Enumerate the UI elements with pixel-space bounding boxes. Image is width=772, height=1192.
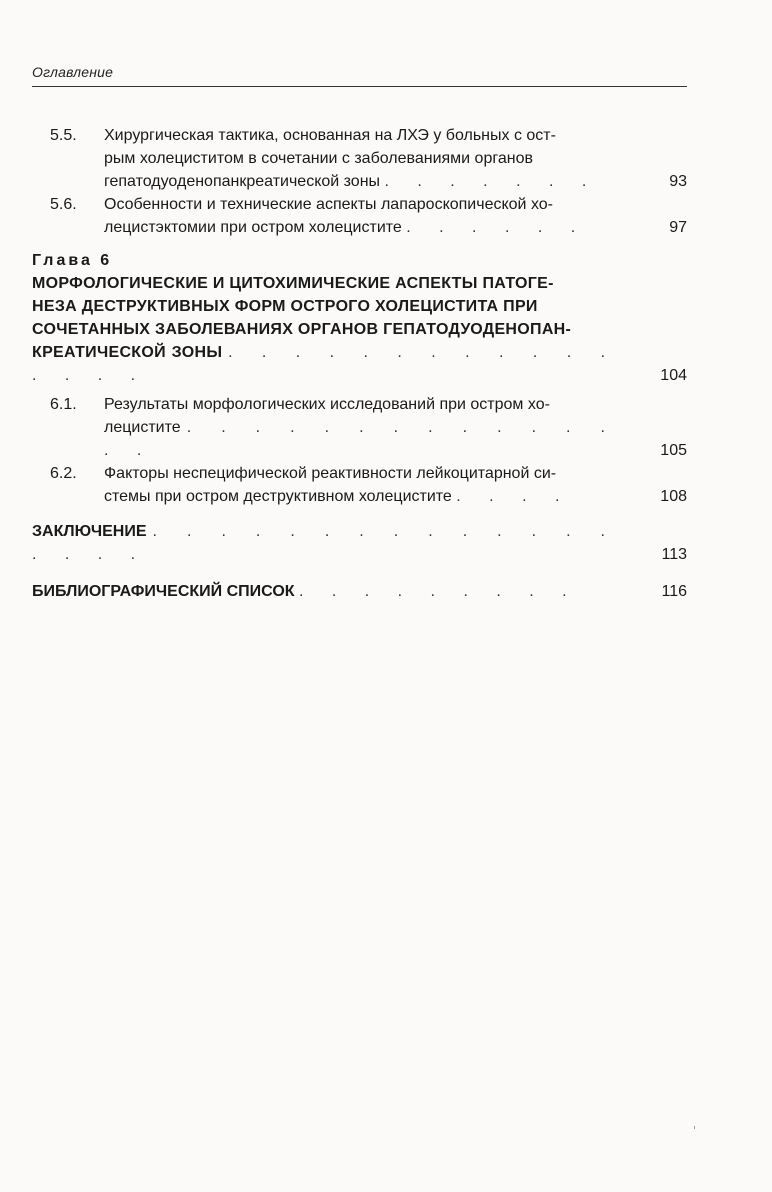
section-title <box>32 520 687 566</box>
entry-number: 5.6. <box>50 196 77 213</box>
entry-line: Хирургическая тактика, основанная на ЛХЭ у больных с ост- <box>104 127 556 144</box>
entry-line: лецистите <box>104 419 181 436</box>
entry-line: лецистэктомии при остром холецистите <box>104 219 402 236</box>
scan-speck <box>694 1126 695 1129</box>
entry-number: 6.2. <box>50 465 77 482</box>
entry-title <box>104 462 687 508</box>
header-rule <box>32 86 687 87</box>
toc-entry-6-2[interactable] <box>32 462 687 508</box>
leader-dots: . . . . . . . . . . . . . . . <box>104 419 617 459</box>
chapter-title-line: МОРФОЛОГИЧЕСКИЕ И ЦИТОХИМИЧЕСКИЕ АСПЕКТЫ ПАТОГЕ- <box>32 275 554 292</box>
section-title-text: ЗАКЛЮЧЕНИЕ <box>32 523 147 540</box>
chapter-label: Глава 6 <box>32 252 113 269</box>
toc-entry-5-6[interactable] <box>32 193 687 239</box>
toc-chapter-6[interactable] <box>32 272 687 387</box>
page-number: 113 <box>661 546 687 563</box>
chapter-title-line: СОЧЕТАННЫХ ЗАБОЛЕВАНИЯХ ОРГАНОВ ГЕПАТОДУОДЕНОПАН- <box>32 321 572 338</box>
entry-line: Факторы неспецифической реактивности лейкоцитарной си- <box>104 465 557 482</box>
page-number: 108 <box>660 488 687 505</box>
toc-section-bibliography[interactable] <box>32 580 687 603</box>
leader-dots: . . . . . . . . . . . . . . . . . . <box>32 523 617 563</box>
section-title <box>32 580 687 603</box>
entry-line: гепатодуоденопанкреатической зоны <box>104 173 381 190</box>
entry-line: Особенности и технические аспекты лапароскопической хо- <box>104 196 553 213</box>
chapter-title-line: КРЕАТИЧЕСКОЙ ЗОНЫ <box>32 344 223 361</box>
page-number: 105 <box>660 442 687 459</box>
page-number: 93 <box>669 173 687 190</box>
toc-entry-5-5[interactable] <box>32 124 687 193</box>
leader-dots: . . . . . . . <box>384 173 599 190</box>
entry-title <box>104 393 687 462</box>
leader-dots: . . . . . . . . . . . . . . . . <box>32 344 618 384</box>
entry-line: стемы при остром деструктивном холецистите <box>104 488 452 505</box>
page-number: 97 <box>669 219 687 236</box>
entry-number: 5.5. <box>50 127 77 144</box>
section-title-text: БИБЛИОГРАФИЧЕСКИЙ СПИСОК <box>32 583 295 600</box>
toc-entry-6-1[interactable] <box>32 393 687 462</box>
chapter-title-line: НЕЗА ДЕСТРУКТИВНЫХ ФОРМ ОСТРОГО ХОЛЕЦИСТИТА ПРИ <box>32 298 538 315</box>
entry-line: рым холециститом в сочетании с заболеваниями органов <box>104 150 533 167</box>
chapter-title <box>32 272 687 387</box>
leader-dots: . . . . . . <box>406 219 588 236</box>
running-head: Оглавление <box>32 64 114 80</box>
table-of-contents <box>32 124 687 603</box>
page-number: 104 <box>660 367 687 384</box>
entry-line: Результаты морфологических исследований при остром хо- <box>104 396 550 413</box>
leader-dots: . . . . . . . . . <box>298 583 579 600</box>
toc-section-conclusion[interactable] <box>32 520 687 566</box>
entry-title <box>104 193 687 239</box>
leader-dots: . . . . <box>456 488 572 505</box>
page-number: 116 <box>661 583 687 600</box>
entry-number: 6.1. <box>50 396 77 413</box>
entry-title <box>104 124 687 193</box>
